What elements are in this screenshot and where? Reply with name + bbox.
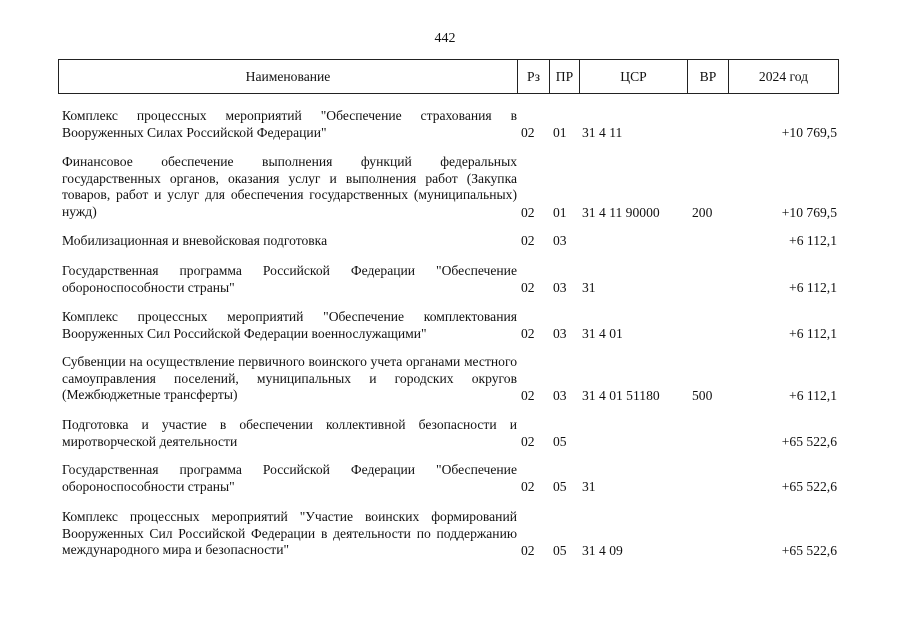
row-pr: 03	[553, 280, 567, 295]
row-amount: +6 112,1	[789, 326, 837, 341]
row-rz: 02	[521, 125, 535, 140]
row-name: Мобилизационная и вневойсковая подготовка	[62, 233, 328, 248]
row-name: Комплекс процессных мероприятий "Обеспечение страхования в Вооруженных Силах Российской Федерации"	[62, 108, 517, 140]
header-rz: Рз	[517, 60, 549, 93]
row-csr: 31 4 11	[582, 125, 623, 140]
header-vr: ВР	[687, 60, 728, 93]
row-amount: +6 112,1	[789, 233, 837, 248]
row-pr: 05	[553, 543, 567, 558]
row-amount: +6 112,1	[789, 388, 837, 403]
row-amount: +10 769,5	[781, 125, 837, 140]
row-rz: 02	[521, 280, 535, 295]
row-csr: 31 4 01	[582, 326, 623, 341]
header-name: Наименование	[245, 68, 331, 84]
header-csr: ЦСР	[579, 60, 687, 93]
row-pr: 01	[553, 125, 567, 140]
row-rz: 02	[521, 543, 535, 558]
row-csr: 31 4 09	[582, 543, 623, 558]
row-rz: 02	[521, 205, 535, 220]
header-year: 2024 год	[728, 60, 838, 93]
row-name: Комплекс процессных мероприятий "Участие воинских формирований Вооруженных Сил Российской Федерации в деятельности по поддержанию международного мира и безопасности"	[62, 509, 517, 558]
page-number: 442	[434, 31, 456, 46]
row-vr: 200	[692, 205, 713, 220]
row-csr: 31 4 01 51180	[582, 388, 660, 403]
row-amount: +6 112,1	[789, 280, 837, 295]
row-rz: 02	[521, 326, 535, 341]
row-pr: 01	[553, 205, 567, 220]
row-csr: 31	[582, 479, 596, 494]
row-vr: 500	[692, 388, 713, 403]
row-rz: 02	[521, 434, 535, 449]
row-pr: 03	[553, 233, 567, 248]
row-name: Государственная программа Российской Федерации "Обеспечение обороноспособности страны"	[62, 462, 517, 494]
row-rz: 02	[521, 479, 535, 494]
row-amount: +65 522,6	[781, 543, 837, 558]
row-csr: 31 4 11 90000	[582, 205, 660, 220]
row-name: Государственная программа Российской Федерации "Обеспечение обороноспособности страны"	[62, 263, 517, 295]
row-csr: 31	[582, 280, 596, 295]
row-name: Финансовое обеспечение выполнения функций федеральных государственных органов, оказания услуг и выполнения работ (Закупка товаров, работ и услуг для обеспечения государственных (муниципальных) нужд)	[62, 154, 517, 219]
row-amount: +65 522,6	[781, 479, 837, 494]
row-pr: 05	[553, 434, 567, 449]
row-pr: 05	[553, 479, 567, 494]
row-pr: 03	[553, 388, 567, 403]
row-amount: +65 522,6	[781, 434, 837, 449]
row-amount: +10 769,5	[781, 205, 837, 220]
row-name: Подготовка и участие в обеспечении коллективной безопасности и миротворческой деятельности	[62, 417, 517, 449]
row-rz: 02	[521, 233, 535, 248]
row-name: Комплекс процессных мероприятий "Обеспечение комплектования Вооруженных Сил Российской Федерации военнослужащими"	[62, 309, 517, 341]
row-pr: 03	[553, 326, 567, 341]
header-pr: ПР	[549, 60, 579, 93]
row-rz: 02	[521, 388, 535, 403]
row-name: Субвенции на осуществление первичного воинского учета органами местного самоуправления поселений, муниципальных и городских округов (Межбюджетные трансферты)	[62, 354, 517, 403]
